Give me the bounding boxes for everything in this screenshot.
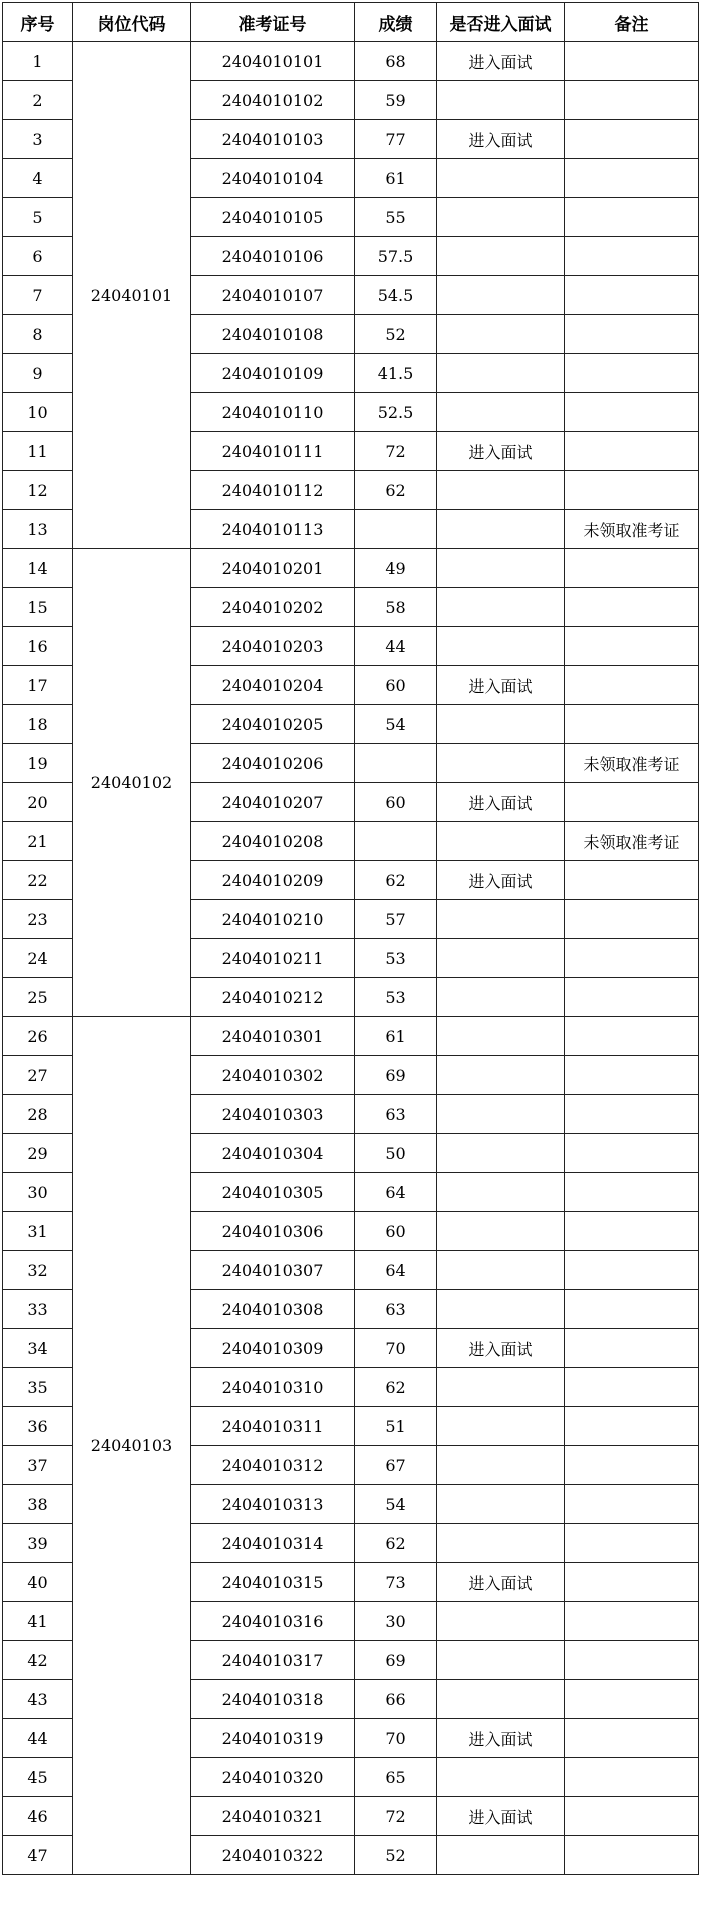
score-cell <box>355 744 437 783</box>
interview-cell <box>437 1095 565 1134</box>
remark-cell: 未领取准考证 <box>565 510 699 549</box>
ticket-cell: 2404010108 <box>191 315 355 354</box>
header-ticket: 准考证号 <box>191 3 355 42</box>
remark-cell <box>565 471 699 510</box>
score-cell: 49 <box>355 549 437 588</box>
seq-cell: 1 <box>3 42 73 81</box>
score-cell: 64 <box>355 1251 437 1290</box>
remark-cell <box>565 978 699 1017</box>
interview-cell <box>437 1407 565 1446</box>
remark-cell <box>565 198 699 237</box>
seq-cell: 4 <box>3 159 73 198</box>
remark-cell <box>565 783 699 822</box>
score-cell: 57.5 <box>355 237 437 276</box>
score-cell: 72 <box>355 432 437 471</box>
score-cell: 64 <box>355 1173 437 1212</box>
remark-cell <box>565 1758 699 1797</box>
interview-cell <box>437 354 565 393</box>
ticket-cell: 2404010102 <box>191 81 355 120</box>
ticket-cell: 2404010202 <box>191 588 355 627</box>
ticket-cell: 2404010322 <box>191 1836 355 1875</box>
ticket-cell: 2404010103 <box>191 120 355 159</box>
interview-cell <box>437 1485 565 1524</box>
remark-cell <box>565 1212 699 1251</box>
ticket-cell: 2404010320 <box>191 1758 355 1797</box>
ticket-cell: 2404010106 <box>191 237 355 276</box>
score-cell: 57 <box>355 900 437 939</box>
interview-cell: 进入面试 <box>437 861 565 900</box>
post-code-cell: 24040101 <box>73 42 191 549</box>
ticket-cell: 2404010207 <box>191 783 355 822</box>
score-cell: 70 <box>355 1719 437 1758</box>
seq-cell: 33 <box>3 1290 73 1329</box>
seq-cell: 23 <box>3 900 73 939</box>
remark-cell <box>565 1095 699 1134</box>
score-cell: 58 <box>355 588 437 627</box>
seq-cell: 8 <box>3 315 73 354</box>
results-table <box>2 2 699 1875</box>
remark-cell <box>565 1407 699 1446</box>
remark-cell <box>565 120 699 159</box>
interview-cell <box>437 900 565 939</box>
score-cell: 69 <box>355 1056 437 1095</box>
interview-cell <box>437 978 565 1017</box>
ticket-cell: 2404010201 <box>191 549 355 588</box>
score-cell: 44 <box>355 627 437 666</box>
seq-cell: 47 <box>3 1836 73 1875</box>
seq-cell: 13 <box>3 510 73 549</box>
interview-cell <box>437 237 565 276</box>
remark-cell <box>565 276 699 315</box>
score-cell: 61 <box>355 1017 437 1056</box>
interview-cell <box>437 744 565 783</box>
interview-cell <box>437 510 565 549</box>
ticket-cell: 2404010311 <box>191 1407 355 1446</box>
remark-cell <box>565 42 699 81</box>
ticket-cell: 2404010112 <box>191 471 355 510</box>
remark-cell: 未领取准考证 <box>565 822 699 861</box>
ticket-cell: 2404010302 <box>191 1056 355 1095</box>
interview-cell: 进入面试 <box>437 42 565 81</box>
remark-cell <box>565 627 699 666</box>
remark-cell <box>565 1056 699 1095</box>
ticket-cell: 2404010105 <box>191 198 355 237</box>
interview-cell <box>437 1056 565 1095</box>
seq-cell: 31 <box>3 1212 73 1251</box>
remark-cell <box>565 1563 699 1602</box>
remark-cell <box>565 900 699 939</box>
ticket-cell: 2404010318 <box>191 1680 355 1719</box>
interview-cell <box>437 1017 565 1056</box>
ticket-cell: 2404010321 <box>191 1797 355 1836</box>
score-cell: 62 <box>355 861 437 900</box>
seq-cell: 29 <box>3 1134 73 1173</box>
score-cell: 62 <box>355 1368 437 1407</box>
remark-cell <box>565 1173 699 1212</box>
score-cell: 62 <box>355 1524 437 1563</box>
score-cell: 66 <box>355 1680 437 1719</box>
score-cell: 41.5 <box>355 354 437 393</box>
header-score: 成绩 <box>355 3 437 42</box>
seq-cell: 34 <box>3 1329 73 1368</box>
score-cell: 70 <box>355 1329 437 1368</box>
seq-cell: 30 <box>3 1173 73 1212</box>
seq-cell: 2 <box>3 81 73 120</box>
remark-cell: 未领取准考证 <box>565 744 699 783</box>
seq-cell: 40 <box>3 1563 73 1602</box>
interview-cell: 进入面试 <box>437 1563 565 1602</box>
ticket-cell: 2404010210 <box>191 900 355 939</box>
interview-cell <box>437 1212 565 1251</box>
remark-cell <box>565 1602 699 1641</box>
seq-cell: 14 <box>3 549 73 588</box>
remark-cell <box>565 861 699 900</box>
remark-cell <box>565 1251 699 1290</box>
ticket-cell: 2404010305 <box>191 1173 355 1212</box>
score-cell: 65 <box>355 1758 437 1797</box>
ticket-cell: 2404010211 <box>191 939 355 978</box>
interview-cell <box>437 1641 565 1680</box>
header-seq: 序号 <box>3 3 73 42</box>
score-cell: 54 <box>355 705 437 744</box>
ticket-cell: 2404010304 <box>191 1134 355 1173</box>
remark-cell <box>565 1836 699 1875</box>
interview-cell <box>437 1290 565 1329</box>
score-cell: 61 <box>355 159 437 198</box>
remark-cell <box>565 939 699 978</box>
score-cell: 67 <box>355 1446 437 1485</box>
score-cell: 30 <box>355 1602 437 1641</box>
ticket-cell: 2404010111 <box>191 432 355 471</box>
seq-cell: 21 <box>3 822 73 861</box>
ticket-cell: 2404010110 <box>191 393 355 432</box>
ticket-cell: 2404010316 <box>191 1602 355 1641</box>
remark-cell <box>565 1017 699 1056</box>
results-body <box>3 42 699 1875</box>
remark-cell <box>565 1641 699 1680</box>
remark-cell <box>565 549 699 588</box>
score-cell: 69 <box>355 1641 437 1680</box>
table-row <box>3 549 699 588</box>
post-code-cell: 24040103 <box>73 1017 191 1875</box>
ticket-cell: 2404010206 <box>191 744 355 783</box>
ticket-cell: 2404010205 <box>191 705 355 744</box>
interview-cell <box>437 1173 565 1212</box>
score-cell: 59 <box>355 81 437 120</box>
interview-cell: 进入面试 <box>437 783 565 822</box>
interview-cell <box>437 939 565 978</box>
table-row <box>3 1017 699 1056</box>
seq-cell: 12 <box>3 471 73 510</box>
ticket-cell: 2404010309 <box>191 1329 355 1368</box>
seq-cell: 6 <box>3 237 73 276</box>
remark-cell <box>565 315 699 354</box>
interview-cell <box>437 81 565 120</box>
score-cell: 54 <box>355 1485 437 1524</box>
interview-cell <box>437 822 565 861</box>
remark-cell <box>565 705 699 744</box>
ticket-cell: 2404010212 <box>191 978 355 1017</box>
interview-cell <box>437 159 565 198</box>
seq-cell: 25 <box>3 978 73 1017</box>
score-cell: 68 <box>355 42 437 81</box>
interview-cell <box>437 471 565 510</box>
score-cell: 55 <box>355 198 437 237</box>
ticket-cell: 2404010104 <box>191 159 355 198</box>
interview-cell <box>437 1368 565 1407</box>
header-interview: 是否进入面试 <box>437 3 565 42</box>
interview-cell <box>437 1134 565 1173</box>
score-cell <box>355 510 437 549</box>
seq-cell: 41 <box>3 1602 73 1641</box>
ticket-cell: 2404010209 <box>191 861 355 900</box>
interview-cell: 进入面试 <box>437 432 565 471</box>
ticket-cell: 2404010303 <box>191 1095 355 1134</box>
remark-cell <box>565 1290 699 1329</box>
remark-cell <box>565 354 699 393</box>
seq-cell: 46 <box>3 1797 73 1836</box>
ticket-cell: 2404010204 <box>191 666 355 705</box>
ticket-cell: 2404010308 <box>191 1290 355 1329</box>
remark-cell <box>565 1524 699 1563</box>
seq-cell: 15 <box>3 588 73 627</box>
seq-cell: 36 <box>3 1407 73 1446</box>
seq-cell: 11 <box>3 432 73 471</box>
seq-cell: 35 <box>3 1368 73 1407</box>
score-cell: 50 <box>355 1134 437 1173</box>
ticket-cell: 2404010313 <box>191 1485 355 1524</box>
ticket-cell: 2404010107 <box>191 276 355 315</box>
interview-cell <box>437 1446 565 1485</box>
interview-cell <box>437 198 565 237</box>
ticket-cell: 2404010319 <box>191 1719 355 1758</box>
seq-cell: 24 <box>3 939 73 978</box>
seq-cell: 38 <box>3 1485 73 1524</box>
remark-cell <box>565 1446 699 1485</box>
seq-cell: 19 <box>3 744 73 783</box>
score-cell: 60 <box>355 666 437 705</box>
ticket-cell: 2404010307 <box>191 1251 355 1290</box>
seq-cell: 26 <box>3 1017 73 1056</box>
remark-cell <box>565 1329 699 1368</box>
interview-cell <box>437 1836 565 1875</box>
remark-cell <box>565 1368 699 1407</box>
interview-cell: 进入面试 <box>437 1329 565 1368</box>
interview-cell <box>437 1758 565 1797</box>
score-cell: 73 <box>355 1563 437 1602</box>
score-cell <box>355 822 437 861</box>
ticket-cell: 2404010208 <box>191 822 355 861</box>
header-row <box>3 3 699 42</box>
remark-cell <box>565 588 699 627</box>
seq-cell: 45 <box>3 1758 73 1797</box>
interview-cell <box>437 549 565 588</box>
interview-cell: 进入面试 <box>437 1797 565 1836</box>
score-cell: 60 <box>355 1212 437 1251</box>
interview-cell <box>437 1602 565 1641</box>
seq-cell: 5 <box>3 198 73 237</box>
interview-cell <box>437 1524 565 1563</box>
score-cell: 62 <box>355 471 437 510</box>
remark-cell <box>565 1797 699 1836</box>
ticket-cell: 2404010306 <box>191 1212 355 1251</box>
seq-cell: 22 <box>3 861 73 900</box>
remark-cell <box>565 1680 699 1719</box>
score-cell: 63 <box>355 1095 437 1134</box>
ticket-cell: 2404010315 <box>191 1563 355 1602</box>
score-cell: 54.5 <box>355 276 437 315</box>
ticket-cell: 2404010310 <box>191 1368 355 1407</box>
interview-cell <box>437 627 565 666</box>
header-remark: 备注 <box>565 3 699 42</box>
interview-cell <box>437 1251 565 1290</box>
seq-cell: 9 <box>3 354 73 393</box>
interview-cell <box>437 705 565 744</box>
score-cell: 53 <box>355 939 437 978</box>
ticket-cell: 2404010312 <box>191 1446 355 1485</box>
remark-cell <box>565 432 699 471</box>
seq-cell: 42 <box>3 1641 73 1680</box>
remark-cell <box>565 393 699 432</box>
interview-cell <box>437 588 565 627</box>
interview-cell <box>437 393 565 432</box>
seq-cell: 10 <box>3 393 73 432</box>
seq-cell: 16 <box>3 627 73 666</box>
ticket-cell: 2404010101 <box>191 42 355 81</box>
remark-cell <box>565 1134 699 1173</box>
ticket-cell: 2404010113 <box>191 510 355 549</box>
remark-cell <box>565 159 699 198</box>
seq-cell: 7 <box>3 276 73 315</box>
ticket-cell: 2404010314 <box>191 1524 355 1563</box>
remark-cell <box>565 1719 699 1758</box>
ticket-cell: 2404010203 <box>191 627 355 666</box>
interview-cell <box>437 315 565 354</box>
seq-cell: 27 <box>3 1056 73 1095</box>
seq-cell: 43 <box>3 1680 73 1719</box>
seq-cell: 44 <box>3 1719 73 1758</box>
remark-cell <box>565 666 699 705</box>
remark-cell <box>565 237 699 276</box>
remark-cell <box>565 1485 699 1524</box>
interview-cell <box>437 276 565 315</box>
seq-cell: 18 <box>3 705 73 744</box>
score-cell: 52.5 <box>355 393 437 432</box>
remark-cell <box>565 81 699 120</box>
seq-cell: 32 <box>3 1251 73 1290</box>
seq-cell: 17 <box>3 666 73 705</box>
score-cell: 52 <box>355 315 437 354</box>
score-cell: 63 <box>355 1290 437 1329</box>
interview-cell: 进入面试 <box>437 666 565 705</box>
seq-cell: 3 <box>3 120 73 159</box>
seq-cell: 39 <box>3 1524 73 1563</box>
ticket-cell: 2404010301 <box>191 1017 355 1056</box>
score-cell: 72 <box>355 1797 437 1836</box>
score-cell: 51 <box>355 1407 437 1446</box>
score-cell: 60 <box>355 783 437 822</box>
interview-cell: 进入面试 <box>437 120 565 159</box>
table-row <box>3 42 699 81</box>
post-code-cell: 24040102 <box>73 549 191 1017</box>
ticket-cell: 2404010109 <box>191 354 355 393</box>
score-cell: 52 <box>355 1836 437 1875</box>
interview-cell <box>437 1680 565 1719</box>
interview-cell: 进入面试 <box>437 1719 565 1758</box>
seq-cell: 28 <box>3 1095 73 1134</box>
score-cell: 77 <box>355 120 437 159</box>
seq-cell: 37 <box>3 1446 73 1485</box>
score-cell: 53 <box>355 978 437 1017</box>
seq-cell: 20 <box>3 783 73 822</box>
ticket-cell: 2404010317 <box>191 1641 355 1680</box>
header-post-code: 岗位代码 <box>73 3 191 42</box>
